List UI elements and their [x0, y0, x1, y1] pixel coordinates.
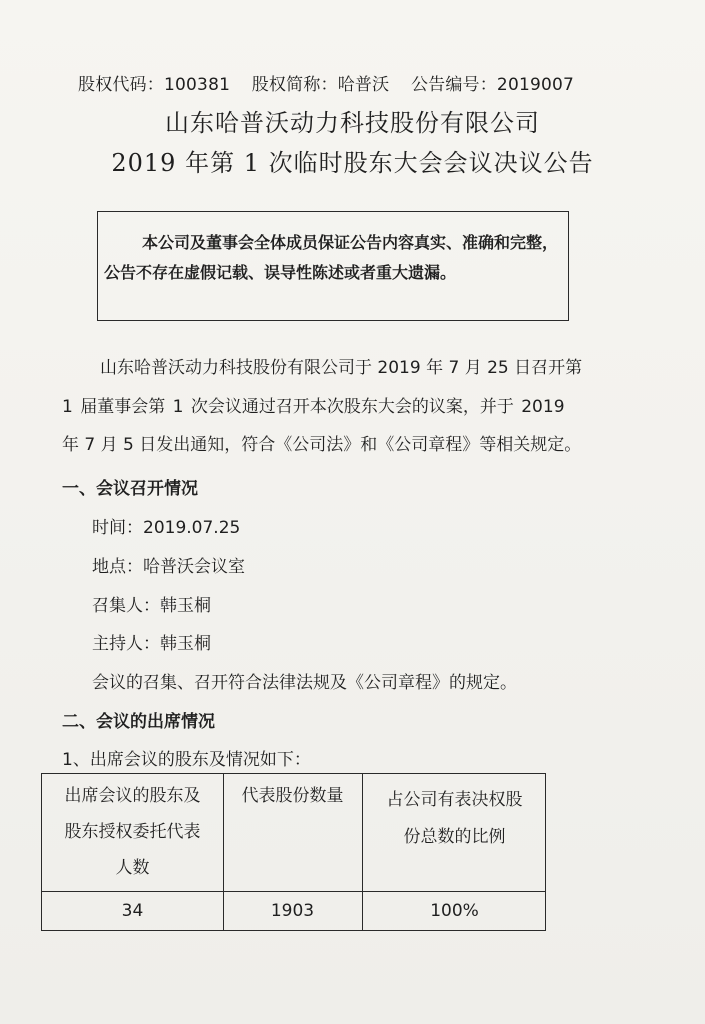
- stock-abbreviation: 股权简称：哈普沃: [251, 75, 390, 95]
- intro-line-3: 年 7 月 5 日发出通知，符合《公司法》和《公司章程》等相关规定。: [62, 435, 582, 455]
- attendance-subheading: 1、出席会议的股东及情况如下：: [62, 750, 311, 770]
- disclaimer-line-1: 本公司及董事会全体成员保证公告内容真实、准确和完整，: [142, 233, 559, 252]
- intro-line-1: 山东哈普沃动力科技股份有限公司于 2019 年 7 月 25 日召开第: [100, 358, 583, 378]
- table-cell-attendee-count: 34: [121, 901, 144, 921]
- meeting-compliance: 会议的召集、召开符合法律法规及《公司章程》的规定。: [92, 673, 517, 693]
- meeting-place: 地点：哈普沃会议室: [92, 557, 245, 577]
- table-cell-share-count: 1903: [270, 901, 315, 921]
- intro-line-2: 1 届董事会第 1 次会议通过召开本次股东大会的议案，并于 2019: [62, 397, 565, 417]
- company-title: 山东哈普沃动力科技股份有限公司: [165, 109, 540, 137]
- announcement-title: 2019 年第 1 次临时股东大会会议决议公告: [111, 149, 594, 177]
- meeting-time: 时间：2019.07.25: [92, 518, 241, 538]
- attendance-table: [41, 773, 546, 931]
- table-header-shares: 代表股份数量: [241, 786, 344, 806]
- meeting-convener: 召集人：韩玉桐: [92, 596, 211, 616]
- table-divider: [42, 891, 545, 892]
- notice-number: 公告编号：2019007: [410, 75, 575, 95]
- disclaimer-box: [97, 211, 569, 321]
- table-header-attendees: 出席会议的股东及 股东授权委托代表 人数: [64, 786, 201, 878]
- table-cell-share-ratio: 100%: [430, 901, 479, 921]
- disclaimer-line-2: 公告不存在虚假记载、误导性陈述或者重大遗漏。: [104, 263, 457, 282]
- stock-code: 股权代码：100381: [78, 75, 231, 95]
- section-heading-attendance: 二、会议的出席情况: [62, 712, 215, 732]
- table-header-ratio: 占公司有表决权股 份总数的比例: [386, 790, 523, 847]
- stock-info-line: [78, 70, 574, 95]
- meeting-host: 主持人：韩玉桐: [92, 634, 211, 654]
- section-heading-meeting: 一、会议召开情况: [62, 479, 198, 499]
